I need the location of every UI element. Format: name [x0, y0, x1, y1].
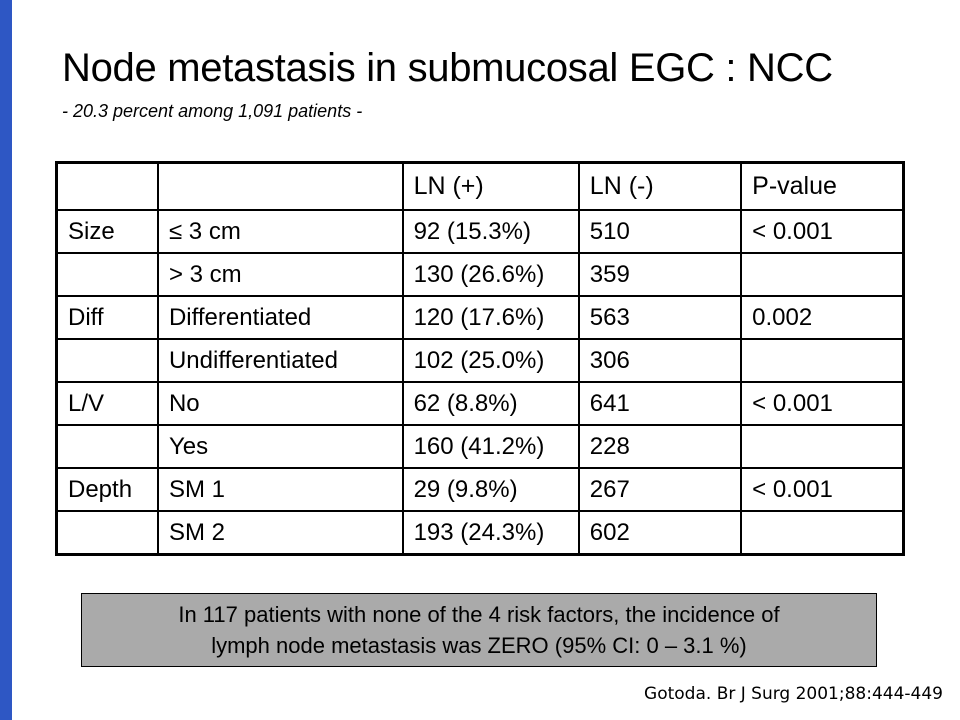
table-cell — [741, 511, 903, 555]
table-cell — [741, 339, 903, 382]
table-cell: 160 (41.2%) — [403, 425, 579, 468]
citation: Gotoda. Br J Surg 2001;88:444-449 — [644, 684, 943, 704]
table-cell — [57, 511, 158, 555]
table-cell: Differentiated — [158, 296, 403, 339]
table-cell: 0.002 — [741, 296, 903, 339]
table-cell: < 0.001 — [741, 210, 903, 253]
table-cell: 193 (24.3%) — [403, 511, 579, 555]
table-cell — [741, 253, 903, 296]
table-cell: L/V — [57, 382, 158, 425]
table-cell: Yes — [158, 425, 403, 468]
table-header-row — [57, 163, 904, 211]
table-cell: Depth — [57, 468, 158, 511]
table-cell: Size — [57, 210, 158, 253]
table-cell: 510 — [579, 210, 741, 253]
table-row — [57, 339, 904, 382]
table-cell: ≤ 3 cm — [158, 210, 403, 253]
summary-note-line: In 117 patients with none of the 4 risk factors, the incidence of — [178, 602, 780, 627]
table-header-cell: LN (-) — [579, 163, 741, 211]
table-cell: 92 (15.3%) — [403, 210, 579, 253]
table-cell: 102 (25.0%) — [403, 339, 579, 382]
table-cell: SM 1 — [158, 468, 403, 511]
table-header-cell: LN (+) — [403, 163, 579, 211]
table-cell: 62 (8.8%) — [403, 382, 579, 425]
table-header-cell — [57, 163, 158, 211]
table-cell: 602 — [579, 511, 741, 555]
table-row — [57, 425, 904, 468]
table-cell: 306 — [579, 339, 741, 382]
table-cell: SM 2 — [158, 511, 403, 555]
results-table — [55, 161, 905, 556]
table-cell: < 0.001 — [741, 468, 903, 511]
table-cell — [57, 425, 158, 468]
slide-title: Node metastasis in submucosal EGC : NCC — [62, 46, 833, 90]
accent-bar — [0, 0, 12, 720]
slide-subtitle: - 20.3 percent among 1,091 patients - — [62, 101, 363, 121]
table-row — [57, 511, 904, 555]
table-cell: No — [158, 382, 403, 425]
table-row — [57, 296, 904, 339]
table-row — [57, 382, 904, 425]
table-cell: < 0.001 — [741, 382, 903, 425]
table-cell: 120 (17.6%) — [403, 296, 579, 339]
table-cell: Diff — [57, 296, 158, 339]
table-cell: 267 — [579, 468, 741, 511]
table-header-cell: P-value — [741, 163, 903, 211]
table-cell: 130 (26.6%) — [403, 253, 579, 296]
table-cell: Undifferentiated — [158, 339, 403, 382]
table-cell: 29 (9.8%) — [403, 468, 579, 511]
table-cell — [741, 425, 903, 468]
table-cell: 563 — [579, 296, 741, 339]
table-row — [57, 253, 904, 296]
table-cell — [57, 253, 158, 296]
table-header-cell — [158, 163, 403, 211]
table-row — [57, 468, 904, 511]
table-cell: 641 — [579, 382, 741, 425]
table-cell: > 3 cm — [158, 253, 403, 296]
table-row — [57, 210, 904, 253]
table-cell: 228 — [579, 425, 741, 468]
table-cell — [57, 339, 158, 382]
summary-note-line: lymph node metastasis was ZERO (95% CI: 0 – 3.1 %) — [211, 633, 747, 658]
table-cell: 359 — [579, 253, 741, 296]
summary-note-box — [81, 593, 877, 667]
